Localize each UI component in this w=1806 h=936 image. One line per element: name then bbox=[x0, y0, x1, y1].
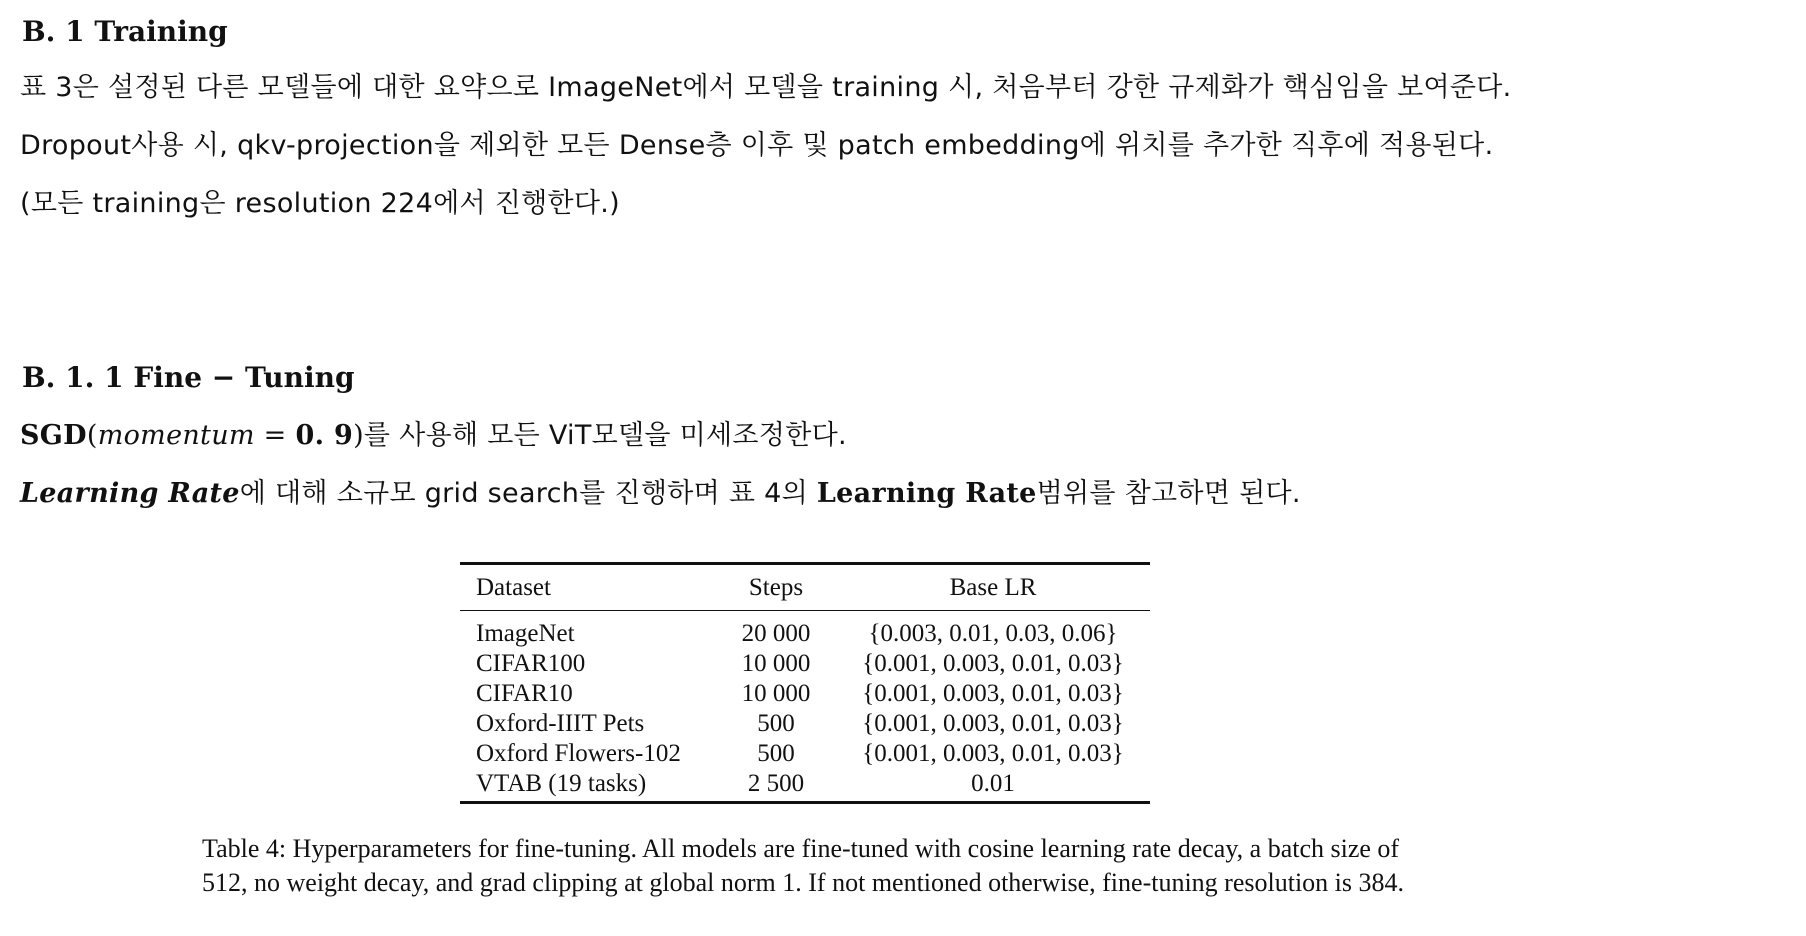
cell-dataset: ImageNet bbox=[476, 620, 575, 647]
cell-steps: 500 bbox=[757, 710, 795, 737]
cell-dataset: VTAB (19 tasks) bbox=[476, 770, 647, 797]
lr-line-mid: 에 대해 소규모 grid search를 진행하며 표 4의 bbox=[239, 478, 817, 509]
section-heading: B. 1 Training bbox=[22, 15, 228, 48]
sgd-line-rest: 를 사용해 모든 ViT모델을 미세조정한다. bbox=[363, 420, 847, 451]
header-base-lr: Base LR bbox=[949, 573, 1037, 601]
lr-line bbox=[20, 476, 1301, 512]
cell-steps: 20 000 bbox=[741, 620, 811, 647]
equals-sign: = bbox=[254, 420, 296, 451]
subsection-heading: B. 1. 1 Fine − Tuning bbox=[22, 361, 355, 394]
sgd-line bbox=[20, 418, 847, 454]
momentum-term: momentum bbox=[97, 420, 255, 451]
table-row bbox=[460, 649, 1150, 679]
header-dataset: Dataset bbox=[476, 573, 551, 601]
cell-steps: 500 bbox=[757, 740, 795, 767]
table-row bbox=[460, 709, 1150, 739]
table-header-row bbox=[460, 565, 1150, 610]
table-row bbox=[460, 619, 1150, 649]
hyperparameter-table bbox=[460, 562, 1150, 804]
cell-base-lr: 0.01 bbox=[971, 770, 1015, 797]
cell-base-lr: {0.001, 0.003, 0.01, 0.03} bbox=[862, 710, 1124, 737]
cell-steps: 10 000 bbox=[741, 650, 811, 677]
paragraph-line-1: 표 3은 설정된 다른 모델들에 대한 요약으로 ImageNet에서 모델을 training 시, 처음부터 강한 규제화가 핵심임을 보여준다. bbox=[20, 72, 1512, 103]
table-row bbox=[460, 679, 1150, 709]
cell-steps: 2 500 bbox=[747, 770, 805, 797]
table-body bbox=[460, 611, 1150, 801]
paren-open: ( bbox=[86, 420, 98, 451]
sgd-term: SGD bbox=[20, 420, 87, 451]
lr-term: Learning Rate bbox=[20, 478, 240, 509]
lr-line-rest: 범위를 참고하면 된다. bbox=[1036, 478, 1301, 509]
table-row bbox=[460, 769, 1150, 799]
table-caption: Table 4: Hyperparameters for fine-tuning. All models are fine-tuned with cosine learning rate decay, a batch size of 512, no weight decay, and grad clipping at global norm 1. If not mentioned otherwise, fine-tuning resolution is 384. bbox=[202, 834, 1405, 897]
table-row bbox=[460, 739, 1150, 769]
paragraph-line-3: (모든 training은 resolution 224에서 진행한다.) bbox=[20, 188, 620, 219]
table-bottom-rule bbox=[460, 801, 1150, 804]
cell-dataset: CIFAR10 bbox=[476, 680, 573, 707]
paren-close: ) bbox=[353, 420, 364, 451]
cell-dataset: Oxford Flowers-102 bbox=[476, 740, 681, 767]
header-steps: Steps bbox=[748, 573, 804, 601]
cell-base-lr: {0.003, 0.01, 0.03, 0.06} bbox=[868, 620, 1118, 647]
lr-term-2: Learning Rate bbox=[816, 478, 1037, 509]
paragraph-line-2: Dropout사용 시, qkv-projection을 제외한 모든 Dense층 이후 및 patch embedding에 위치를 추가한 직후에 적용된다. bbox=[20, 130, 1494, 161]
cell-base-lr: {0.001, 0.003, 0.01, 0.03} bbox=[862, 680, 1124, 707]
cell-base-lr: {0.001, 0.003, 0.01, 0.03} bbox=[862, 740, 1124, 767]
cell-dataset: Oxford-IIIT Pets bbox=[476, 710, 645, 737]
cell-steps: 10 000 bbox=[741, 680, 811, 707]
cell-base-lr: {0.001, 0.003, 0.01, 0.03} bbox=[862, 650, 1124, 677]
momentum-value: 0. 9 bbox=[295, 420, 354, 451]
cell-dataset: CIFAR100 bbox=[476, 650, 586, 677]
